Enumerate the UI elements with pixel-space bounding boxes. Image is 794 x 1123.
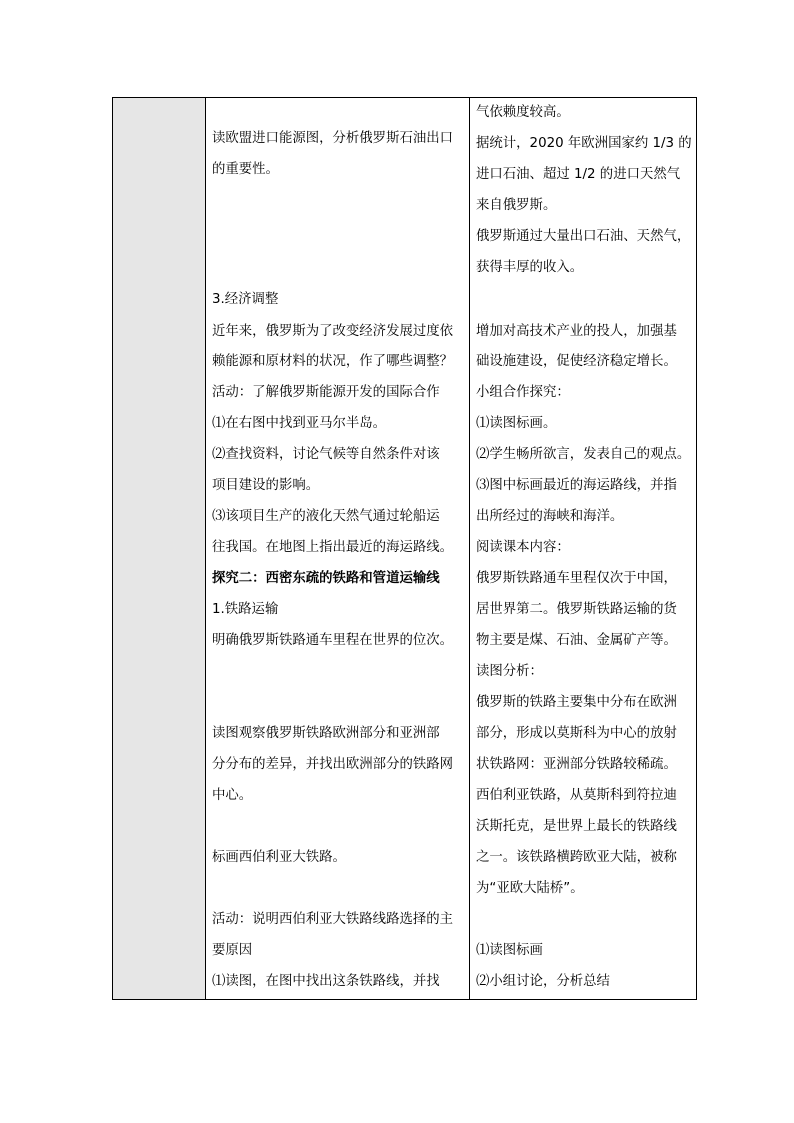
text-line: ⑶图中标画最近的海运路线，并指 — [476, 478, 677, 493]
text-line: 读欧盟进口能源图，分析俄罗斯石油出口 — [212, 131, 454, 146]
text-line: 进口石油、超过 1/2 的进口天然气 — [476, 167, 681, 182]
text-line: 出所经过的海峡和海洋。 — [476, 509, 624, 524]
text-line: 小组合作探究： — [476, 385, 570, 400]
text-line: 3.经济调整 — [212, 292, 279, 307]
text-line: 阅读课本内容： — [476, 540, 570, 555]
text-line: 分分布的差异，并找出欧洲部分的铁路网 — [212, 757, 454, 772]
text-line: ⑶该项目生产的液化天然气通过轮船运 — [212, 509, 440, 524]
text-line: ⑵学生畅所欲言，发表自己的观点。 — [476, 447, 691, 462]
text-line: 往我国。在地图上指出最近的海运路线。 — [212, 540, 454, 555]
text-line: 俄罗斯的铁路主要集中分布在欧洲 — [476, 695, 677, 710]
text-line: ⑴在右图中找到亚马尔半岛。 — [212, 416, 387, 431]
text-line: 之一。该铁路横跨欧亚大陆，被称 — [476, 850, 677, 865]
text-line: 俄罗斯铁路通车里程仅次于中国， — [476, 571, 677, 586]
text-line: 读图分析： — [476, 664, 543, 679]
text-line: 项目建设的影响。 — [212, 478, 320, 493]
text-line: 西伯利亚铁路，从莫斯科到符拉迪 — [476, 788, 677, 803]
text-line: 沃斯托克，是世界上最长的铁路线 — [476, 819, 677, 834]
text-line: ⑵查找资料，讨论气候等自然条件对该 — [212, 447, 440, 462]
text-line: 活动：说明西伯利亚大铁路线路选择的主 — [212, 912, 454, 927]
text-line: 获得丰厚的收入。 — [476, 260, 584, 275]
text-line: ⑴读图标画。 — [476, 416, 557, 431]
text-line: 俄罗斯通过大量出口石油、天然气， — [476, 229, 691, 244]
section-column — [113, 98, 206, 999]
text-line: 物主要是煤、石油、金属矿产等。 — [476, 633, 677, 648]
text-line: 础设施建设，促使经济稳定增长。 — [476, 354, 677, 369]
text-line: 赖能源和原材料的状况，作了哪些调整？ — [212, 354, 454, 369]
text-line: 为“亚欧大陆桥”。 — [476, 881, 584, 896]
text-line: 要原因 — [212, 943, 253, 958]
text-line: ⑴读图标画 — [476, 943, 543, 958]
text-line: 部分，形成以莫斯科为中心的放射 — [476, 726, 677, 741]
student-activity-column — [470, 98, 696, 999]
lesson-table — [112, 97, 697, 1000]
text-line: 增加对高技术产业的投人，加强基 — [476, 324, 677, 339]
text-line: 状铁路网：亚洲部分铁路较稀疏。 — [476, 757, 677, 772]
text-line: ⑴读图，在图中找出这条铁路线，并找 — [212, 974, 440, 989]
text-line: 活动：了解俄罗斯能源开发的国际合作 — [212, 385, 440, 400]
text-line: 中心。 — [212, 788, 253, 803]
text-line: 气依赖度较高。 — [476, 105, 570, 120]
text-line: 读图观察俄罗斯铁路欧洲部分和亚洲部 — [212, 726, 440, 741]
text-line: 明确俄罗斯铁路通车里程在世界的位次。 — [212, 633, 454, 648]
teacher-activity-column — [206, 98, 470, 999]
text-line: 居世界第二。俄罗斯铁路运输的货 — [476, 602, 677, 617]
text-line: 1.铁路运输 — [212, 602, 279, 617]
text-line: 来自俄罗斯。 — [476, 198, 557, 213]
text-line: 据统计，2020 年欧洲国家约 1/3 的 — [476, 136, 692, 151]
text-line: 的重要性。 — [212, 162, 279, 177]
text-line: ⑵小组讨论，分析总结 — [476, 974, 610, 989]
section-heading: 探究二：西密东疏的铁路和管道运输线 — [212, 571, 440, 586]
text-line: 近年来，俄罗斯为了改变经济发展过度依 — [212, 324, 454, 339]
text-line: 标画西伯利亚大铁路。 — [212, 850, 346, 865]
